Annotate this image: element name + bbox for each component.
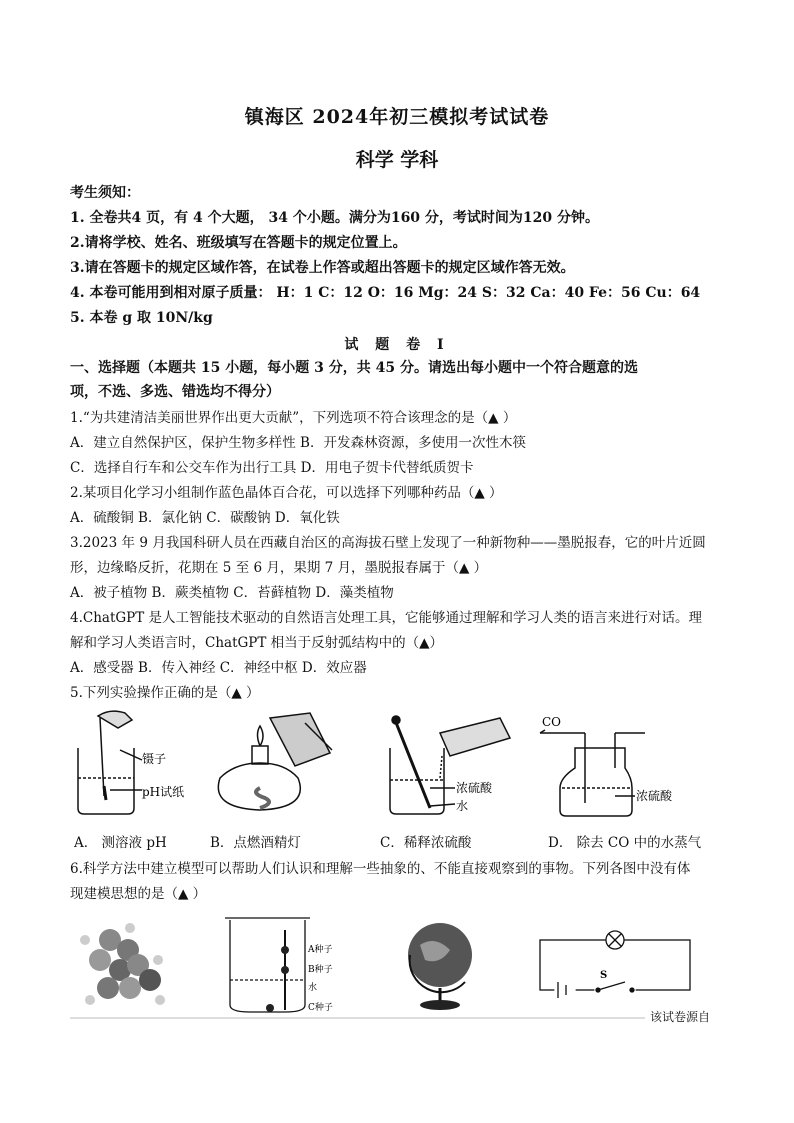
notice-4: 4. 本卷可能用到相对原子质量： H：1 C：12 O：16 Mg：24 S：32 Ca：40 Fe：56 Cu：64 <box>70 285 701 301</box>
notice-3: 3.请在答题卡的规定区域作答，在试卷上作答或超出答题卡的规定区域作答无效。 <box>70 260 575 276</box>
label-seed-c: C种子 <box>308 1003 333 1013</box>
part1-heading-1: 一、选择题（本题共 15 小题，每小题 3 分，共 45 分。请选出每小题中一个符合题意的选 <box>70 360 638 376</box>
notice-2: 2.请将学校、姓名、班级填写在答题卡的规定位置上。 <box>70 235 407 251</box>
part1-heading-2: 项，不选、多选、错选均不得分） <box>70 384 280 400</box>
notice-1: 1. 全卷共4 页，有 4 个大题， 34 个小题。满分为160 分，考试时间为120 分钟。 <box>70 210 600 226</box>
label-switch: S <box>600 970 608 981</box>
q6-stem-1: 6.科学方法中建立模型可以帮助人们认识和理解一些抽象的、不能直接观察到的事物。下列各图中没有体 <box>70 861 691 877</box>
q5-figure <box>70 708 720 823</box>
label-ph-paper: pH试纸 <box>142 785 185 799</box>
q2-options: A．硫酸铜 B．氯化钠 C．碳酸钠 D．氧化铁 <box>70 510 340 526</box>
label-seed-b: B种子 <box>308 965 333 975</box>
exam-title: 镇海区 2024年初三模拟考试试卷 <box>244 106 550 128</box>
q1-options-1: A．建立自然保护区，保护生物多样性 B．开发森林资源，多使用一次性木筷 <box>70 435 526 451</box>
notice-heading: 考生须知： <box>70 185 140 201</box>
subject-title: 科学 学科 <box>355 149 439 171</box>
circuit-diagram <box>540 931 690 998</box>
section-label: 试 题 卷 I <box>344 337 450 353</box>
q4-stem-2: 解和学习人类语言时，ChatGPT 相当于反射弧结构中的（▲） <box>70 635 444 651</box>
q5-caption-a: A． 测溶液 pH <box>74 835 167 851</box>
label-water-2: 水 <box>308 983 318 993</box>
q1-stem: 1.“为共建清洁美丽世界作出更大贡献”，下列选项不符合该理念的是（▲ ） <box>70 410 517 426</box>
q3-stem-1: 3.2023 年 9 月我国科研人员在西藏自治区的高海拔石壁上发现了一种新物种——墨脱报春，它的叶片近圆 <box>70 535 706 551</box>
q6-stem-2: 现建模思想的是（▲ ） <box>70 886 207 902</box>
q4-stem-1: 4.ChatGPT 是人工智能技术驱动的自然语言处理工具，它能够通过理解和学习人类的语言来进行对话。理 <box>70 610 703 626</box>
q6-figure <box>70 910 720 1020</box>
q5-caption-c: C．稀释浓硫酸 <box>380 835 472 851</box>
label-acid: 浓硫酸 <box>456 781 493 795</box>
q5-stem: 5.下列实验操作正确的是（▲ ） <box>70 685 260 701</box>
label-water: 水 <box>456 799 469 813</box>
label-co: CO <box>542 715 562 729</box>
q3-stem-2: 形，边缘略反折，花期在 5 至 6 月，果期 7 月，墨脱报春属于（▲ ） <box>70 560 488 576</box>
label-tweezers: 镊子 <box>142 752 167 766</box>
molecule-model-icon <box>80 923 165 1005</box>
q4-options: A．感受器 B．传入神经 C．神经中枢 D．效应器 <box>70 660 367 676</box>
label-acid2: 浓硫酸 <box>636 789 673 803</box>
q2-stem: 2.某项目化学习小组制作蓝色晶体百合花，可以选择下列哪种药品（▲ ） <box>70 485 503 501</box>
q5-caption-b: B．点燃酒精灯 <box>210 835 301 851</box>
q1-options-2: C．选择自行车和公交车作为出行工具 D．用电子贺卡代替纸质贺卡 <box>70 460 474 476</box>
notice-5: 5. 本卷 g 取 10N/kg <box>70 310 213 326</box>
q5-caption-d: D． 除去 CO 中的水蒸气 <box>548 835 702 851</box>
globe-icon <box>408 923 472 1010</box>
source-note: 该试卷源自 <box>650 1010 711 1024</box>
label-seed-a: A种子 <box>308 945 333 955</box>
q3-options: A．被子植物 B．蕨类植物 C．苔藓植物 D．藻类植物 <box>70 585 394 601</box>
